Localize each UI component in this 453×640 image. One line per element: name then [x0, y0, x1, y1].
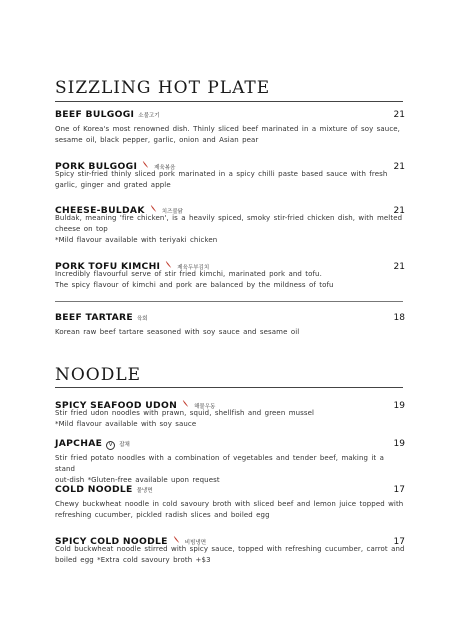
section-divider: [55, 101, 403, 102]
desc-line: *Mild flavour available with teriyaki chicken: [55, 236, 218, 244]
item-description: [55, 327, 405, 338]
item-divider: [55, 301, 403, 302]
desc-line: cheese on top: [55, 225, 108, 233]
section-title-noodle: NOODLE: [55, 365, 142, 385]
item-price: 17: [393, 485, 405, 495]
chili-icon: [149, 198, 158, 207]
item-korean-name: 제육두부김치: [177, 265, 210, 271]
menu-item-pork-tofu-kimchi: [55, 254, 405, 291]
menu-item-spicy-seafood-udon: [55, 393, 405, 430]
item-description: [55, 408, 405, 430]
item-korean-name: 비빔냉면: [184, 540, 207, 546]
item-name: CHEESE-BULDAK: [55, 205, 145, 216]
desc-line: refreshing cucumber, pickled radish slices and boiled egg: [55, 511, 270, 519]
item-price: 17: [393, 537, 405, 547]
menu-item-beef-tartare: [55, 312, 405, 338]
chili-icon: [164, 254, 173, 263]
desc-line: Buldak, meaning 'fire chicken', is a heavily spiced, smoky stir-fried chicken dish, with melted: [55, 214, 403, 222]
chili-icon: [141, 154, 150, 163]
desc-line: Stir fried potato noodles with a combination of vegetables and tender beef, making it a stand: [55, 454, 384, 473]
item-korean-name: 해물우동: [194, 404, 216, 410]
item-price: 21: [393, 110, 405, 120]
menu-item-pork-bulgogi: [55, 154, 405, 191]
item-description: [55, 453, 405, 486]
item-price: 21: [393, 206, 405, 216]
item-korean-name: 치즈불닭: [161, 209, 184, 215]
item-name: PORK BULGOGI: [55, 161, 138, 172]
desc-line: boiled egg *Extra cold savoury broth +$3: [55, 556, 211, 564]
desc-line: The spicy flavour of kimchi and pork are balanced by the mildness of tofu: [55, 281, 334, 289]
item-description: [55, 269, 405, 291]
menu-item-spicy-cold-noodle: [55, 529, 405, 566]
desc-line: Stir fried udon noodles with prawn, squid, shellfish and green mussel: [55, 409, 315, 417]
item-korean-name: 잡채: [119, 442, 130, 448]
menu-item-cold-noodle: [55, 484, 405, 521]
item-name: BEEF TARTARE: [55, 312, 133, 323]
item-korean-name: 소불고기: [138, 113, 160, 119]
item-name: JAPCHAE: [55, 438, 103, 449]
desc-line: sesame oil, black pepper, garlic, onion and Asian pear: [55, 136, 259, 144]
chili-icon: [181, 393, 190, 402]
item-description: [55, 499, 405, 521]
desc-line: garlic, ginger and grated apple: [55, 181, 171, 189]
item-description: [55, 213, 405, 246]
desc-line: One of Korea's most renowned dish. Thinly sliced beef marinated in a mixture of soy sauce,: [55, 125, 400, 133]
desc-line: out-dish *Gluten-free available upon request: [55, 476, 220, 484]
item-korean-name: 물냉면: [136, 488, 153, 494]
desc-line: Incredibly flavourful serve of stir fried kimchi, marinated pork and tofu.: [55, 270, 322, 278]
item-price: 19: [393, 401, 405, 411]
menu-item-japchae: [55, 438, 405, 486]
desc-line: Chewy buckwheat noodle in cold savoury broth with sliced beef and lemon juice topped with: [55, 500, 404, 508]
section-title-sizzling-hot-plate: SIZZLING HOT PLATE: [55, 78, 271, 98]
item-name: SPICY SEAFOOD UDON: [55, 400, 178, 411]
item-price: 19: [393, 439, 405, 449]
section-divider: [55, 387, 403, 388]
desc-line: Spicy stir-fried thinly sliced pork marinated in a spicy chilli paste based sauce with fresh: [55, 170, 388, 178]
item-price: 21: [393, 162, 405, 172]
item-name: COLD NOODLE: [55, 484, 133, 495]
vegetarian-icon: V: [106, 441, 115, 450]
desc-line: Cold buckwheat noodle stirred with spicy sauce, topped with refreshing cucumber, carrot and: [55, 545, 405, 553]
desc-line: *Mild flavour available with soy sauce: [55, 420, 197, 428]
item-price: 21: [393, 262, 405, 272]
item-name: PORK TOFU KIMCHI: [55, 261, 161, 272]
item-description: [55, 169, 405, 191]
item-name: SPICY COLD NOODLE: [55, 536, 168, 547]
item-description: [55, 124, 405, 146]
item-name: BEEF BULGOGI: [55, 109, 135, 120]
item-price: 18: [393, 313, 405, 323]
menu-item-beef-bulgogi: [55, 109, 405, 146]
item-description: [55, 544, 405, 566]
menu-item-cheese-buldak: [55, 198, 405, 246]
desc-line: Korean raw beef tartare seasoned with soy sauce and sesame oil: [55, 328, 300, 336]
item-korean-name: 육회: [136, 316, 148, 322]
item-korean-name: 제육볶음: [154, 165, 176, 171]
chili-icon: [172, 529, 181, 538]
